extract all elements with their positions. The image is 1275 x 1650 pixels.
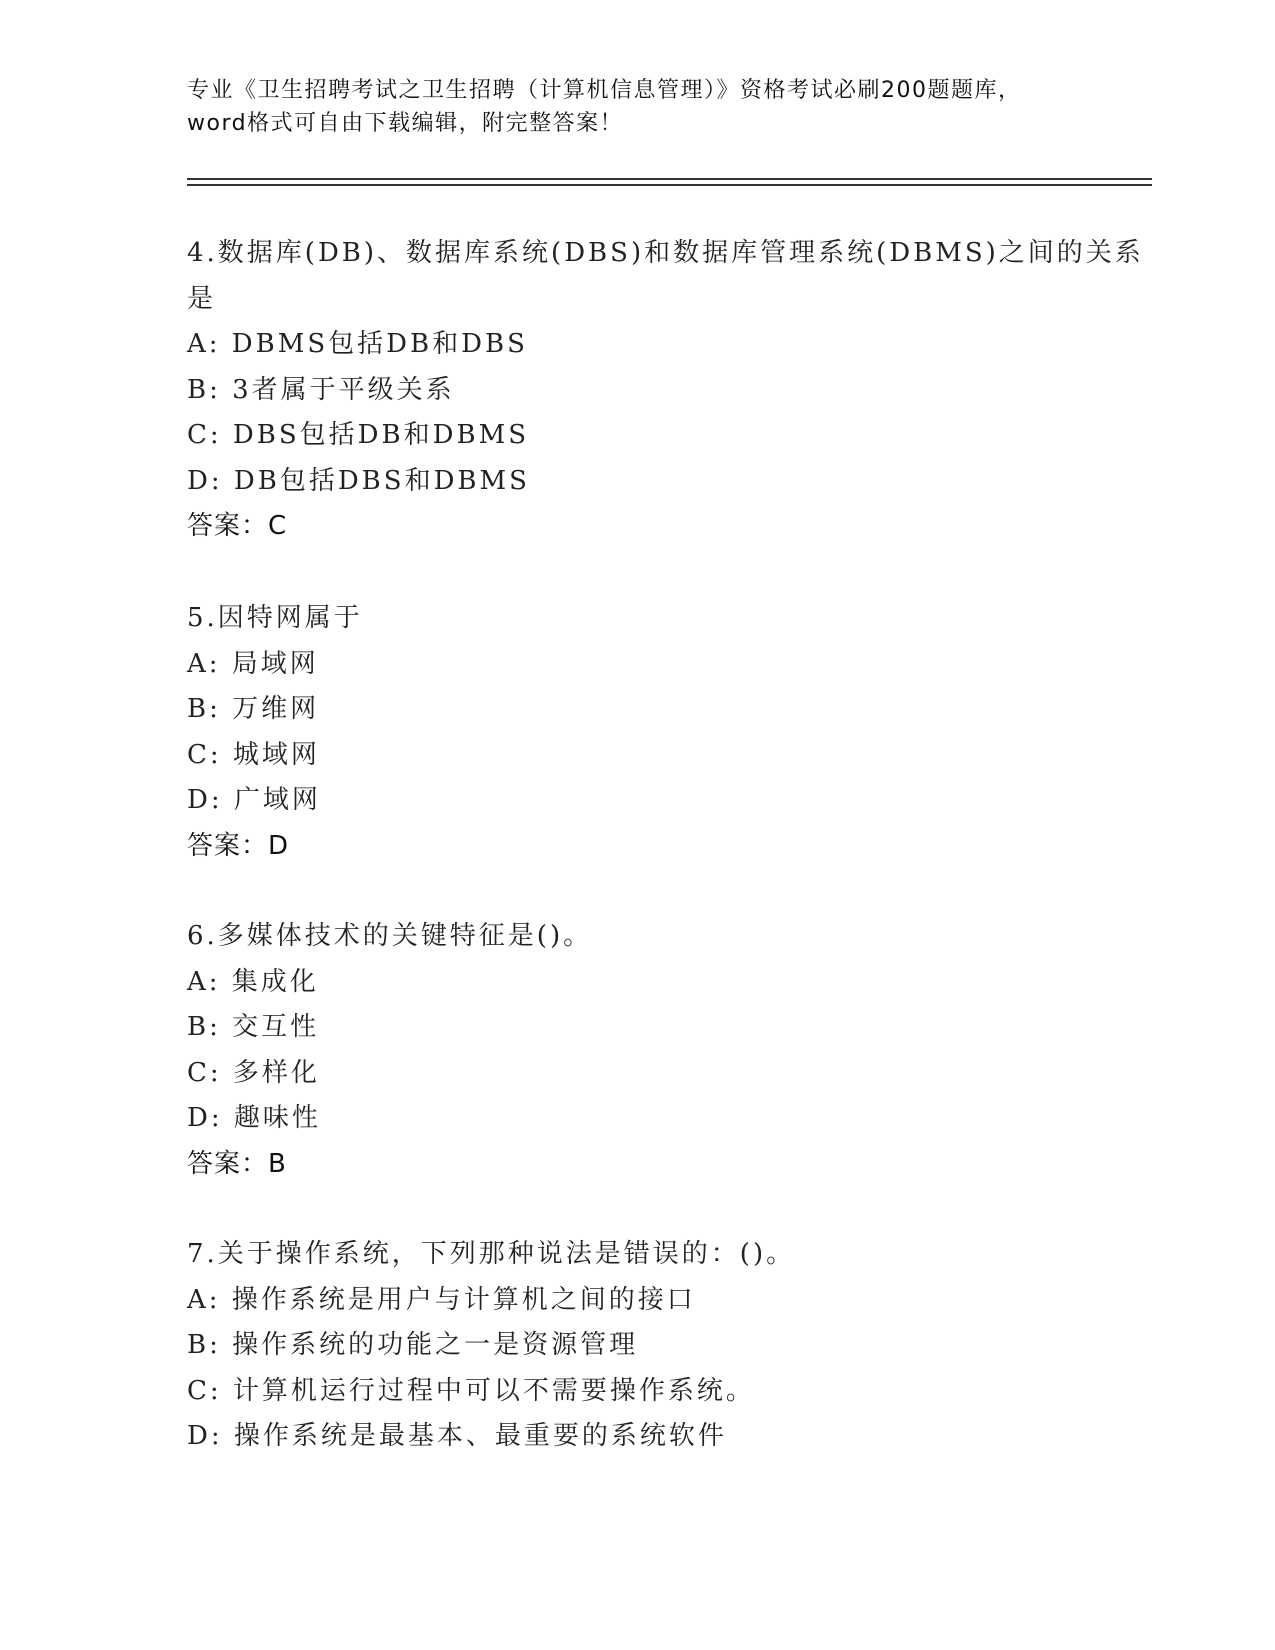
question-stem: 5.因特网属于 (187, 603, 363, 633)
option-c: C: DBS包括DB和DBMS (187, 420, 530, 450)
option-a: A: 集成化 (187, 966, 319, 997)
option-d: D: 操作系统是最基本、最重要的系统软件 (187, 1421, 727, 1451)
option-b: B: 操作系统的功能之一是资源管理 (187, 1330, 639, 1360)
option-c: C: 计算机运行过程中可以不需要操作系统。 (187, 1375, 755, 1406)
question-6 (187, 914, 1087, 1187)
option-d: D: DB包括DBS和DBMS (187, 465, 530, 496)
option-c: C: 城域网 (187, 739, 320, 770)
question-stem: 4.数据库(DB)、数据库系统(DBS)和数据库管理系统(DBMS)之间的关系 (187, 238, 1144, 268)
question-4 (187, 231, 1144, 550)
option-b: B: 交互性 (187, 1012, 320, 1042)
header-divider-top (187, 178, 1152, 180)
option-d: D: 趣味性 (187, 1103, 321, 1133)
question-7 (187, 1232, 1087, 1460)
option-a: A: DBMS包括DB和DBS (187, 329, 528, 359)
question-5 (187, 596, 1087, 869)
answer: 答案：D (187, 830, 290, 861)
option-c: C: 多样化 (187, 1057, 320, 1088)
option-b: B: 万维网 (187, 694, 320, 724)
question-stem-continued: 是 (187, 283, 217, 314)
answer: 答案：C (187, 511, 288, 541)
header-divider-bottom (187, 184, 1152, 186)
header-line-2: word格式可自由下载编辑，附完整答案！ (187, 111, 624, 136)
question-stem: 7.关于操作系统，下列那种说法是错误的：()。 (187, 1239, 796, 1269)
option-a: A: 局域网 (187, 648, 319, 679)
question-stem: 6.多媒体技术的关键特征是()。 (187, 921, 593, 951)
option-a: A: 操作系统是用户与计算机之间的接口 (187, 1284, 696, 1315)
answer: 答案：B (187, 1148, 287, 1179)
document-header (187, 74, 1087, 140)
option-d: D: 广域网 (187, 785, 321, 815)
option-b: B: 3者属于平级关系 (187, 374, 455, 405)
header-line-1: 专业《卫生招聘考试之卫生招聘（计算机信息管理）》资格考试必刷200题题库， (187, 78, 1022, 103)
